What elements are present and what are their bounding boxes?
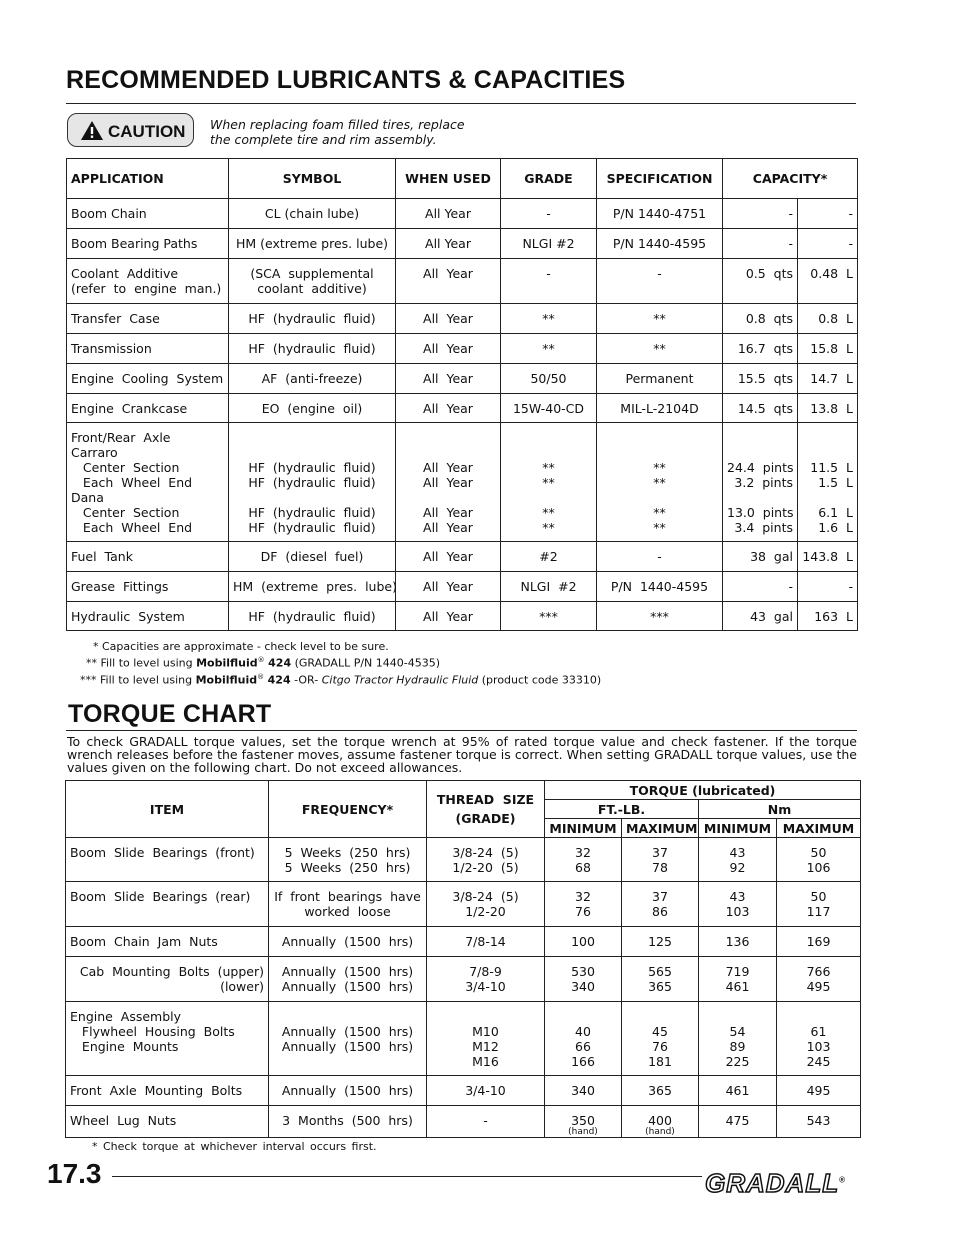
table-cell: 0.8 L [798, 304, 858, 334]
table-cell: 16.7 qts [723, 334, 798, 364]
col-header-torque: TORQUE (lubricated) [545, 781, 861, 800]
table-cell: All Year [396, 602, 501, 631]
table-cell: - [798, 229, 858, 259]
table-cell: 169 [777, 927, 861, 957]
section-title-torque: TORQUE CHART [68, 700, 272, 728]
table-cell: MIL-L-2104D [597, 394, 723, 423]
col-header-nm: Nm [699, 800, 861, 819]
table-cell: 32 76 [545, 882, 622, 927]
table-cell: 719 461 [699, 957, 777, 1002]
table-cell: 14.7 L [798, 364, 858, 394]
table-cell: Front Axle Mounting Bolts [66, 1076, 269, 1106]
table-cell: Wheel Lug Nuts [66, 1106, 269, 1138]
table-cell: - [597, 542, 723, 572]
table-cell: All Year All Year All Year All Year [396, 423, 501, 542]
col-header-ftlb-min: MINIMUM [545, 819, 622, 838]
table-cell: Coolant Additive (refer to engine man.) [67, 259, 229, 304]
col-header-capacity: CAPACITY* [723, 159, 858, 199]
table-row [67, 364, 858, 394]
table-cell: 5 Weeks (250 hrs) 5 Weeks (250 hrs) [269, 838, 427, 882]
table-cell: 50/50 [501, 364, 597, 394]
table-cell: 461 [699, 1076, 777, 1106]
table-cell: 3/8-24 (5) 1/2-20 [427, 882, 545, 927]
table-cell: P/N 1440-4751 [597, 199, 723, 229]
table-cell: 24.4 pints 3.2 pints 13.0 pints 3.4 pints [723, 423, 798, 542]
table-cell: Annually (1500 hrs) [269, 1076, 427, 1106]
table-cell: AF (anti-freeze) [229, 364, 396, 394]
table-cell: ** [597, 304, 723, 334]
table-cell: 50 106 [777, 838, 861, 882]
table-row [67, 423, 858, 542]
table-cell: 37 86 [622, 882, 699, 927]
table-cell: NLGI #2 [501, 572, 597, 602]
table-cell: 3/4-10 [427, 1076, 545, 1106]
table-cell: 136 [699, 927, 777, 957]
table-cell: 45 76 181 [622, 1002, 699, 1076]
col-header-grade: GRADE [501, 159, 597, 199]
table-cell: 43 gal [723, 602, 798, 631]
table-cell: ** [501, 334, 597, 364]
table-cell: 38 gal [723, 542, 798, 572]
table-cell: 400 (hand) [622, 1106, 699, 1138]
table-cell: 7/8-14 [427, 927, 545, 957]
table-row [67, 199, 858, 229]
col-header-nm-min: MINIMUM [699, 819, 777, 838]
table-cell: - [427, 1106, 545, 1138]
table-row [67, 304, 858, 334]
table-cell: HF (hydraulic fluid) [229, 304, 396, 334]
table-cell: ** [501, 304, 597, 334]
lubricants-table [66, 158, 858, 631]
col-header-ftlb: FT.-LB. [545, 800, 699, 819]
caution-badge [67, 113, 194, 147]
table-cell: ** ** ** ** [501, 423, 597, 542]
table-cell: If front bearings have worked loose [269, 882, 427, 927]
table-row [66, 882, 861, 927]
table-cell: 15.5 qts [723, 364, 798, 394]
table-row [67, 334, 858, 364]
table-cell: 0.5 qts [723, 259, 798, 304]
table-cell: All Year [396, 259, 501, 304]
table-cell: HM (extreme pres. lube) [229, 229, 396, 259]
table-cell: Cab Mounting Bolts (upper) (lower) [66, 957, 269, 1002]
torque-intro: To check GRADALL torque values, set the torque wrench at 95% of rated torque value and check fastener. If the torque wrench releases before the fastener moves, assume fastener torque is correct. When setting GRADALL torque values, use the values given on the following chart. Do not exceed allowances. [67, 734, 857, 775]
table-cell: P/N 1440-4595 [597, 572, 723, 602]
table-cell: - [798, 572, 858, 602]
title-rule [66, 103, 856, 104]
caution-note: When replacing foam filled tires, replace the complete tire and rim assembly. [210, 117, 465, 147]
table-row [67, 542, 858, 572]
table-cell: CL (chain lube) [229, 199, 396, 229]
table-cell: Boom Slide Bearings (front) [66, 838, 269, 882]
table-row [67, 602, 858, 631]
table-cell: 15W-40-CD [501, 394, 597, 423]
table-cell: 0.48 L [798, 259, 858, 304]
table-cell: M10 M12 M16 [427, 1002, 545, 1076]
table-cell: 565 365 [622, 957, 699, 1002]
footnote-1: * Capacities are approximate - check level to be sure. [93, 640, 389, 653]
col-header-symbol: SYMBOL [229, 159, 396, 199]
table-cell: 350 (hand) [545, 1106, 622, 1138]
table-cell: 15.8 L [798, 334, 858, 364]
table-cell: 54 89 225 [699, 1002, 777, 1076]
table-cell: All Year [396, 304, 501, 334]
table-cell: HM (extreme pres. lube) [229, 572, 396, 602]
table-cell: Engine Cooling System [67, 364, 229, 394]
table-cell: 543 [777, 1106, 861, 1138]
table-cell: 163 L [798, 602, 858, 631]
table-cell: Boom Chain Jam Nuts [66, 927, 269, 957]
torque-table [65, 780, 861, 1138]
table-cell: ** ** ** ** [597, 423, 723, 542]
table-row [66, 1076, 861, 1106]
table-cell: Boom Slide Bearings (rear) [66, 882, 269, 927]
table-cell: 100 [545, 927, 622, 957]
footnote-3: *** Fill to level using Mobilfluid® 424 -OR- Citgo Tractor Hydraulic Fluid (product code 33310) [80, 673, 602, 687]
table-cell: Annually (1500 hrs) Annually (1500 hrs) [269, 957, 427, 1002]
col-header-specification: SPECIFICATION [597, 159, 723, 199]
table-cell: Hydraulic System [67, 602, 229, 631]
table-cell: 340 [545, 1076, 622, 1106]
table-cell: (SCA supplemental coolant additive) [229, 259, 396, 304]
table-row [67, 394, 858, 423]
table-cell: 530 340 [545, 957, 622, 1002]
col-header-frequency: FREQUENCY* [269, 781, 427, 838]
footnote-2: ** Fill to level using Mobilfluid® 424 (GRADALL P/N 1440-4535) [86, 656, 441, 670]
table-cell: *** [501, 602, 597, 631]
table-cell: - [798, 199, 858, 229]
table-cell: - [723, 199, 798, 229]
col-header-item: ITEM [66, 781, 269, 838]
table-cell: 13.8 L [798, 394, 858, 423]
table-cell: All Year [396, 542, 501, 572]
table-cell: 3 Months (500 hrs) [269, 1106, 427, 1138]
caution-label: CAUTION [108, 122, 186, 141]
page-number: 17.3 [47, 1158, 102, 1189]
col-header-ftlb-max: MAXIMUM [622, 819, 699, 838]
footer-rule [112, 1176, 702, 1177]
torque-rule [66, 730, 857, 731]
table-row [66, 1106, 861, 1138]
table-cell: DF (diesel fuel) [229, 542, 396, 572]
table-cell: Fuel Tank [67, 542, 229, 572]
table-cell: Permanent [597, 364, 723, 394]
col-header-when-used: WHEN USED [396, 159, 501, 199]
table-row [67, 259, 858, 304]
table-cell: Annually (1500 hrs) [269, 927, 427, 957]
table-cell: HF (hydraulic fluid) HF (hydraulic fluid) HF (hydraulic fluid) HF (hydraulic fluid) [229, 423, 396, 542]
table-cell: Transmission [67, 334, 229, 364]
col-header-thread-size: THREAD SIZE (GRADE) [427, 781, 545, 838]
table-cell: Engine Crankcase [67, 394, 229, 423]
table-row [67, 229, 858, 259]
torque-footnote: * Check torque at whichever interval occurs first. [92, 1140, 377, 1153]
table-cell: HF (hydraulic fluid) [229, 602, 396, 631]
table-cell: 766 495 [777, 957, 861, 1002]
table-cell: All Year [396, 334, 501, 364]
table-cell: All Year [396, 572, 501, 602]
table-cell: 7/8-9 3/4-10 [427, 957, 545, 1002]
table-row [66, 1002, 861, 1076]
table-cell: All Year [396, 199, 501, 229]
table-cell: Boom Chain [67, 199, 229, 229]
table-cell: 495 [777, 1076, 861, 1106]
table-cell: 50 117 [777, 882, 861, 927]
table-cell: 143.8 L [798, 542, 858, 572]
table-cell: All Year [396, 394, 501, 423]
table-cell: 32 68 [545, 838, 622, 882]
hand-note: (hand) [645, 1127, 675, 1137]
table-cell: - [597, 259, 723, 304]
table-cell: Boom Bearing Paths [67, 229, 229, 259]
table-cell: Engine Assembly Flywheel Housing Bolts Engine Mounts [66, 1002, 269, 1076]
table-row [66, 927, 861, 957]
table-cell: 40 66 166 [545, 1002, 622, 1076]
table-cell: 14.5 qts [723, 394, 798, 423]
table-cell: *** [597, 602, 723, 631]
table-cell: 11.5 L 1.5 L 6.1 L 1.6 L [798, 423, 858, 542]
table-cell: NLGI #2 [501, 229, 597, 259]
col-header-nm-max: MAXIMUM [777, 819, 861, 838]
table-cell: Front/Rear Axle Carraro Center Section Each Wheel End Dana Center Section Each Wheel End [67, 423, 229, 542]
table-cell: All Year [396, 229, 501, 259]
table-cell: EO (engine oil) [229, 394, 396, 423]
table-cell: 125 [622, 927, 699, 957]
warning-icon [80, 120, 104, 141]
table-cell: 43 92 [699, 838, 777, 882]
table-cell: - [723, 229, 798, 259]
table-cell: 43 103 [699, 882, 777, 927]
table-cell: Annually (1500 hrs) Annually (1500 hrs) [269, 1002, 427, 1076]
table-cell: Transfer Case [67, 304, 229, 334]
table-row [67, 572, 858, 602]
table-cell: - [501, 199, 597, 229]
table-cell: Grease Fittings [67, 572, 229, 602]
hand-note: (hand) [568, 1127, 598, 1137]
table-cell: 37 78 [622, 838, 699, 882]
table-cell: P/N 1440-4595 [597, 229, 723, 259]
table-cell: 61 103 245 [777, 1002, 861, 1076]
section-title-lubricants: RECOMMENDED LUBRICANTS & CAPACITIES [66, 66, 626, 94]
table-cell: - [723, 572, 798, 602]
table-cell: 0.8 qts [723, 304, 798, 334]
table-cell: 475 [699, 1106, 777, 1138]
table-cell: 365 [622, 1076, 699, 1106]
table-cell: ** [597, 334, 723, 364]
table-cell: All Year [396, 364, 501, 394]
table-row [66, 838, 861, 882]
table-row [66, 957, 861, 1002]
col-header-application: APPLICATION [67, 159, 229, 199]
table-cell: #2 [501, 542, 597, 572]
table-cell: 3/8-24 (5) 1/2-20 (5) [427, 838, 545, 882]
table-cell: HF (hydraulic fluid) [229, 334, 396, 364]
table-cell: - [501, 259, 597, 304]
gradall-logo: GRADALL® [705, 1168, 846, 1198]
